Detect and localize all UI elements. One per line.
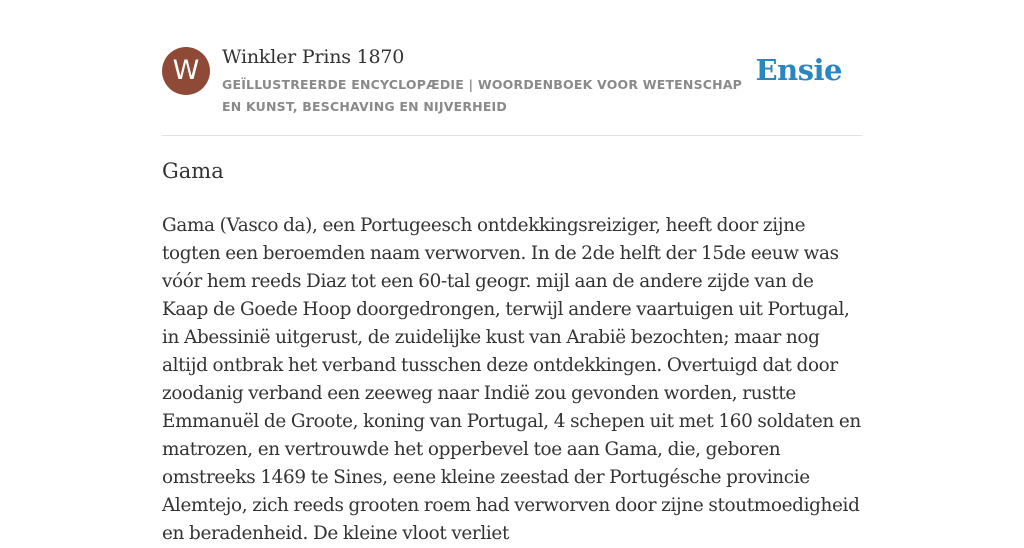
source-subtitle: GEÏLLUSTREERDE ENCYCLOPÆDIE | WOORDENBOEK VOOR WETENSCHAP EN KUNST, BESCHAVING EN NIJVERHEID	[222, 77, 743, 114]
entry-body: Gama (Vasco da), een Portugeesch ontdekkingsreiziger, heeft door zijne togten een beroemden naam verworven. In de 2de helft der 15de eeuw was vóór hem reeds Diaz tot een 60-tal geogr. mijl aan de andere zijde van de Kaap de Goede Hoop doorgedrongen, terwijl andere vaartuigen uit Portugal, in Abessinië uitgerust, de zuidelijke kust van Arabië bezochten; maar nog altijd ontbrak het verband tusschen deze ontdekkingen. Overtuigd dat door zoodanig verband een zeeweg naar Indië zou gevonden worden, rustte Emmanuël de Groote, koning van Portugal, 4 schepen uit met 160 soldaten en matrozen, en vertrouwde het opperbevel toe aan Gama, die, geboren omstreeks 1469 te Sines, eene kleine zeestad der Portugésche provincie Alemtejo, zich reeds grooten roem had verworven door zijne stoutmoedigheid en beradenheid. De kleine vloot verliet	[162, 215, 861, 544]
entry-header	[162, 46, 862, 116]
source-avatar[interactable]: W	[162, 47, 210, 95]
entry-title: Gama	[162, 159, 224, 183]
ensie-logo-link[interactable]: Ensie	[755, 53, 842, 87]
header-divider	[162, 135, 862, 136]
source-title[interactable]: Winkler Prins 1870	[222, 46, 405, 68]
